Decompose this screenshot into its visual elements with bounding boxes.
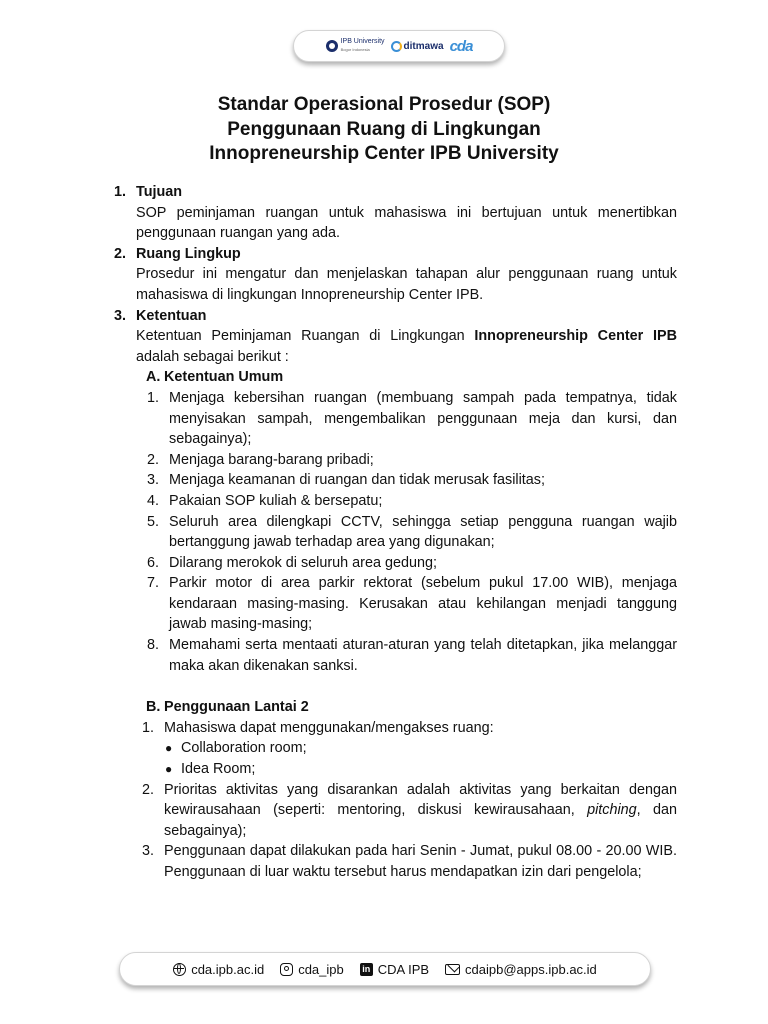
- instagram-icon: [280, 963, 293, 976]
- section-text: Ketentuan Peminjaman Ruangan di Lingkungan Innopreneurship Center IPB adalah sebagai berikut :: [136, 328, 677, 365]
- section-number: 1.: [114, 184, 127, 200]
- list-item: 2. Menjaga barang-barang pribadi;: [147, 451, 374, 468]
- list-item: 8. Memahami serta mentaati aturan-aturan yang telah ditetapkan, jika melanggar maka akan dikenakan sanksi.: [147, 637, 677, 674]
- list-item: 2. Prioritas aktivitas yang disarankan adalah aktivitas yang berkaitan dengan kewirausahaan (seperti: mentoring, diskusi kewirausahaan, pitching, dan sebagainya);: [142, 781, 677, 839]
- bullet-dot-icon: ●: [165, 741, 173, 756]
- ipb-logo-text: IPB University: [340, 38, 385, 45]
- title-line-1: Standar Operasional Prosedur (SOP): [217, 94, 551, 115]
- list-item: 5. Seluruh area dilengkapi CCTV, sehingga setiap pengguna ruangan wajib bertanggung jawab terhadap area yang digunakan;: [147, 513, 677, 551]
- section-ketentuan: [0, 306, 768, 368]
- section-heading: Ruang Lingkup: [136, 245, 241, 262]
- section-heading: Tujuan: [136, 184, 183, 200]
- section-text: Prosedur ini mengatur dan menjelaskan tahapan alur penggunaan ruang untuk mahasiswa di lingkungan Innopreneurship Center IPB.: [136, 266, 677, 303]
- subsection-ketentuan-umum: A. Ketentuan Umum: [146, 367, 768, 388]
- list-item: 6. Dilarang merokok di seluruh area gedung;: [147, 554, 437, 571]
- footer-instagram[interactable]: cda_ipb: [280, 962, 344, 977]
- bullet-dot-icon: ●: [165, 762, 173, 777]
- footer-contact-bar: [119, 952, 651, 986]
- list-item: 7. Parkir motor di area parkir rektorat (sebelum pukul 17.00 WIB), menjaga kendaraan masing-masing. Kerusakan atau kehilangan menjadi tanggung jawab masing-masing;: [147, 575, 677, 633]
- ditmawa-mark-icon: [391, 41, 402, 52]
- cda-logo: cda: [449, 37, 473, 55]
- footer-email[interactable]: cdaipb@apps.ipb.ac.id: [445, 962, 597, 977]
- section-tujuan: [0, 182, 768, 244]
- ipb-seal-icon: [326, 40, 338, 52]
- ditmawa-logo: [391, 41, 444, 52]
- header-logo-bar: [293, 30, 505, 62]
- list-item: 3. Penggunaan dapat dilakukan pada hari Senin - Jumat, pukul 08.00 - 20.00 WIB. Penggunaan di luar waktu tersebut harus mendapatkan izin dari pengelola;: [142, 843, 677, 880]
- document-body: [0, 182, 768, 883]
- ipb-logo: [326, 38, 385, 54]
- bullet-item: ● Idea Room;: [181, 759, 768, 780]
- ditmawa-logo-text: ditmawa: [403, 40, 444, 52]
- document-title: [0, 93, 768, 167]
- title-line-2: Penggunaan Ruang di Lingkungan: [227, 118, 541, 140]
- section-ruang-lingkup: [0, 244, 768, 306]
- section-number: 3.: [114, 307, 127, 324]
- ipb-logo-subtext: Bogor Indonesia: [340, 47, 370, 52]
- subsection-heading: Penggunaan Lantai 2: [164, 699, 309, 716]
- section-text: SOP peminjaman ruangan untuk mahasiswa ini bertujuan untuk menertibkan penggunaan ruangan yang ada.: [136, 204, 677, 242]
- mail-icon: [445, 964, 460, 975]
- footer-linkedin[interactable]: in CDA IPB: [360, 962, 429, 977]
- footer-website[interactable]: cda.ipb.ac.id: [173, 962, 264, 977]
- linkedin-icon: in: [360, 963, 373, 976]
- list-item: 4. Pakaian SOP kuliah & bersepatu;: [147, 492, 383, 509]
- list-item: 1. Menjaga kebersihan ruangan (membuang sampah pada tempatnya, tidak menyisakan sampah, mengembalikan penggunaan meja dan kursi, dan sebagainya);: [147, 389, 677, 448]
- list-item: 3. Menjaga keamanan di ruangan dan tidak merusak fasilitas;: [147, 472, 545, 489]
- section-heading: Ketentuan: [136, 307, 207, 324]
- globe-icon: [173, 963, 186, 976]
- list-item: 1. Mahasiswa dapat menggunakan/mengakses ruang:: [142, 719, 494, 736]
- bullet-item: ● Collaboration room;: [181, 738, 768, 759]
- subsection-heading: Ketentuan Umum: [164, 369, 284, 386]
- bold-center-name: Innopreneurship Center IPB: [474, 328, 677, 345]
- title-line-3: Innopreneurship Center IPB University: [209, 143, 559, 164]
- section-number: 2.: [114, 245, 127, 262]
- subsection-lantai-2: B. Penggunaan Lantai 2: [146, 697, 768, 718]
